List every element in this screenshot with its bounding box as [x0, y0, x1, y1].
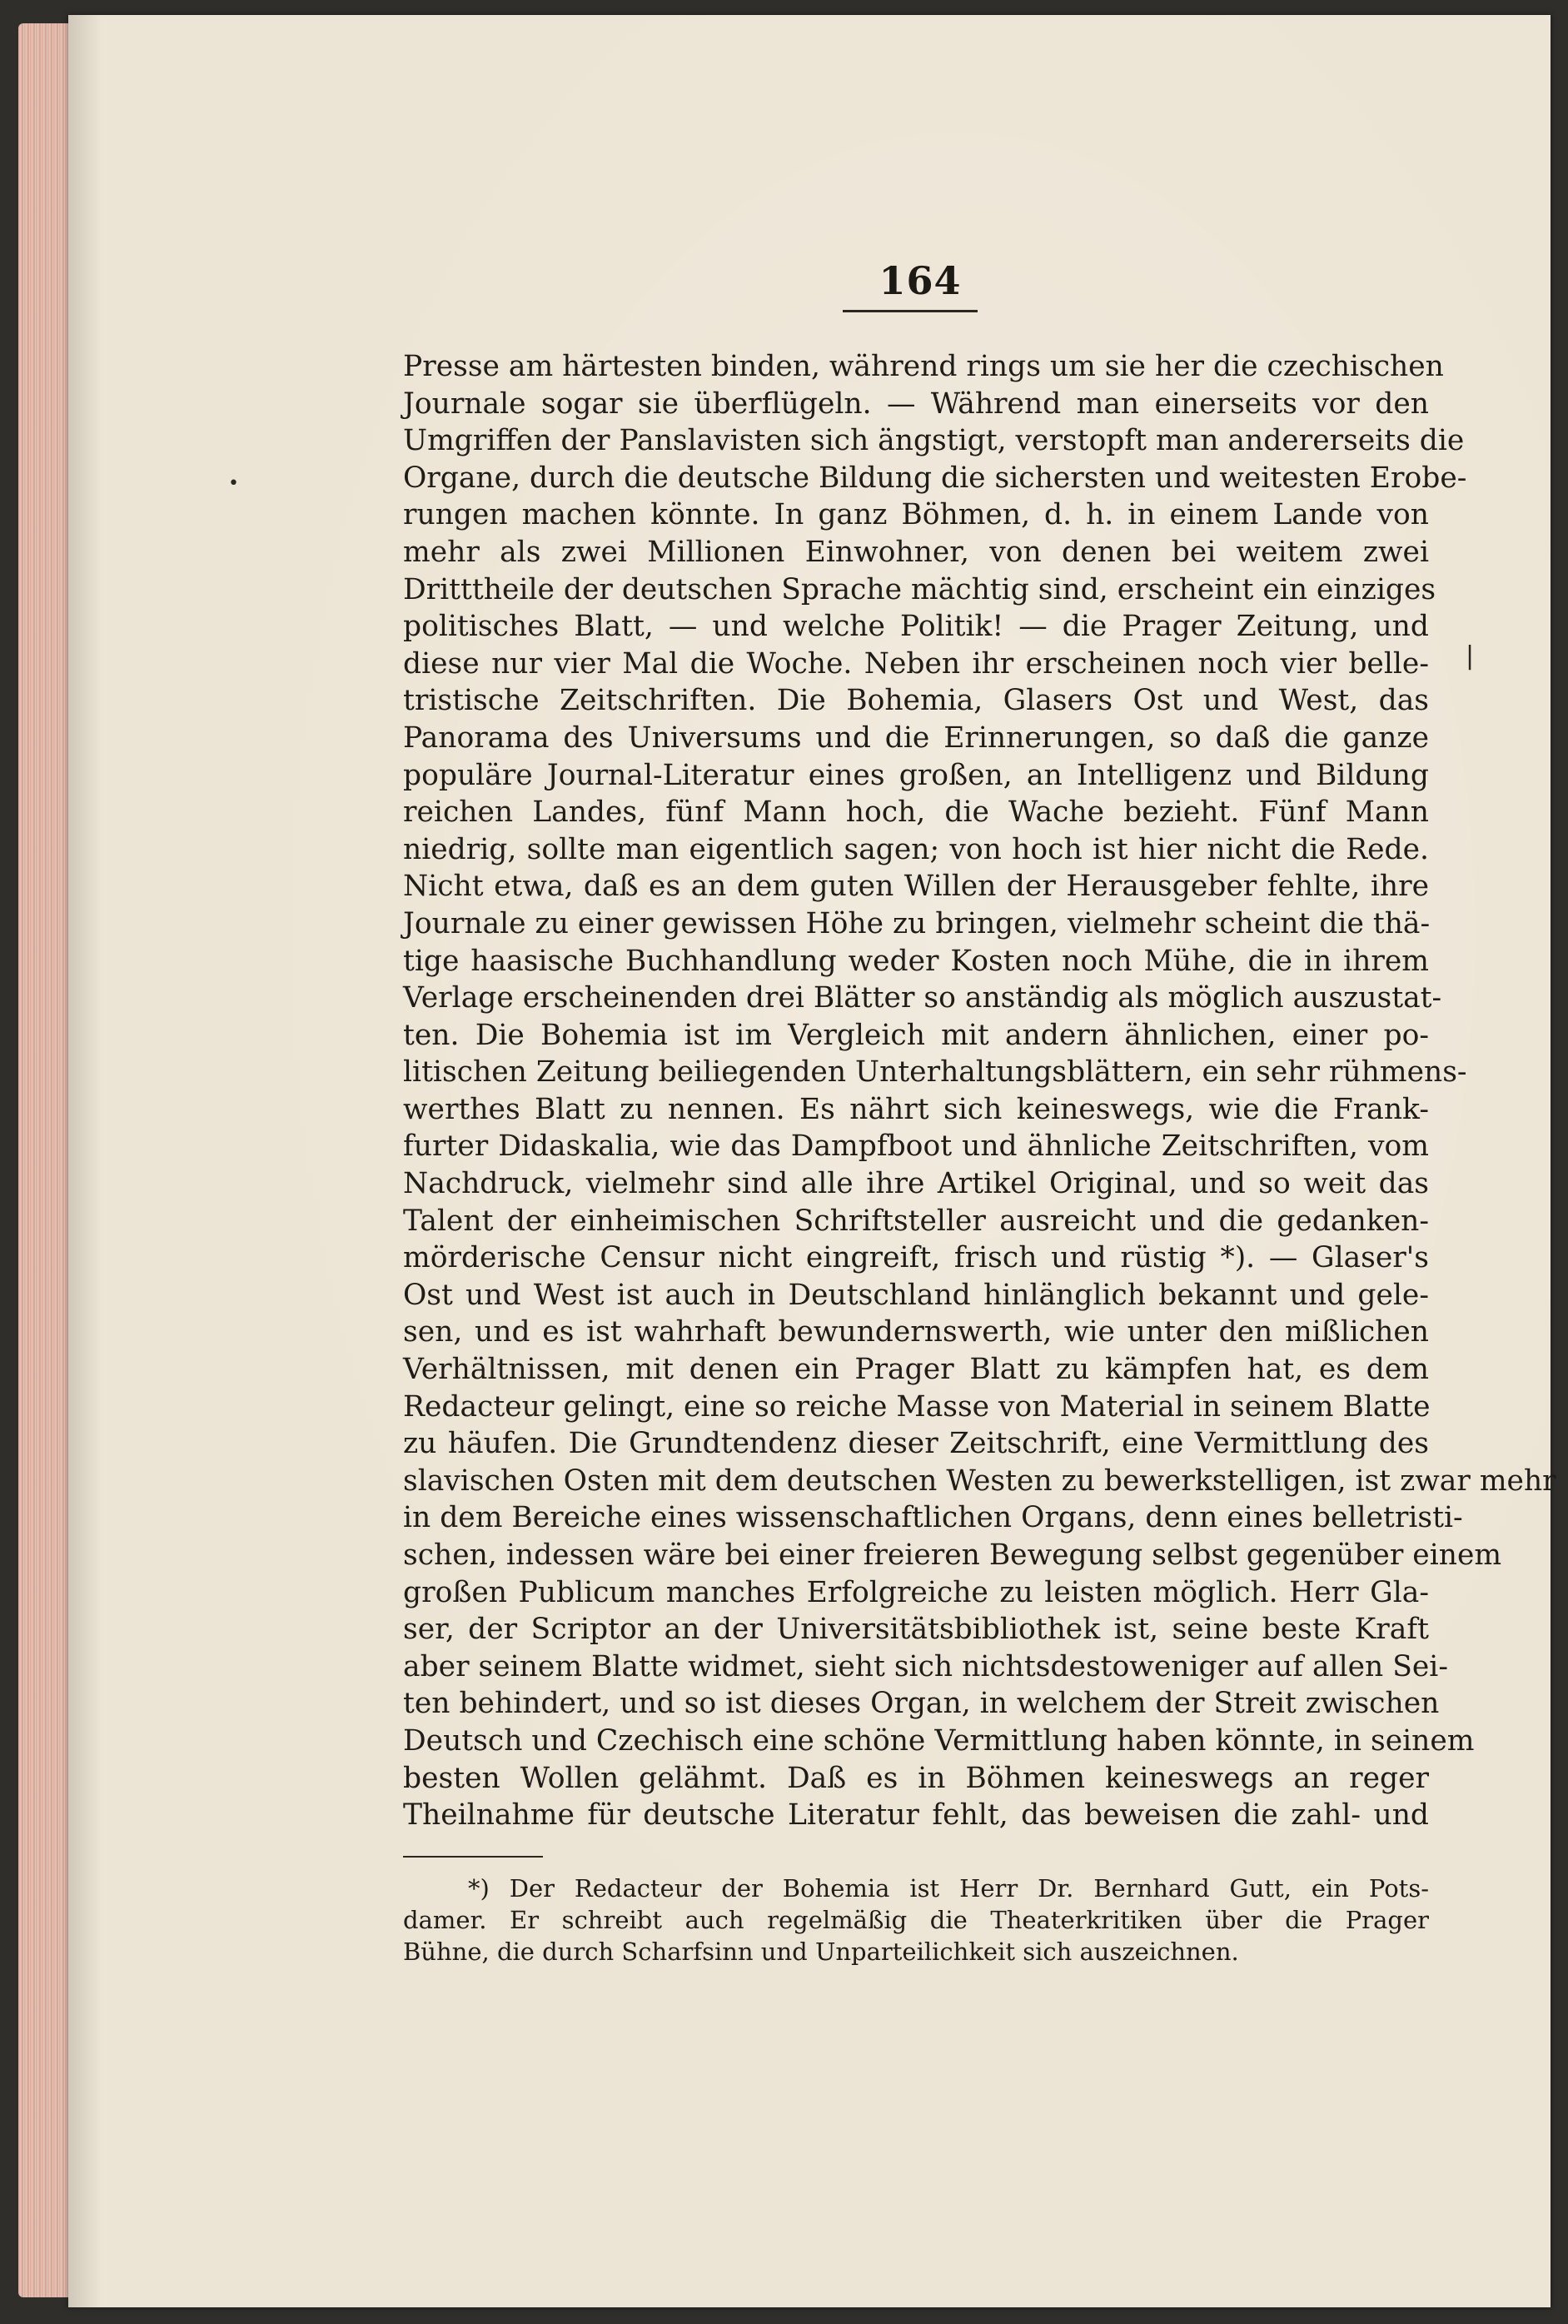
text-line: niedrig, sollte man eigentlich sagen; von hoch ist hier nicht die Rede. [403, 832, 1429, 866]
text-line: Talent der einheimischen Schriftsteller ausreicht und die gedanken- [403, 1204, 1429, 1238]
margin-tick-mark: | [1466, 641, 1475, 671]
text-line: in dem Bereiche eines wissenschaftlichen Organs, denn eines belletristi- [403, 1501, 1463, 1535]
text-line: Umgriffen der Panslavisten sich ängstigt, verstopft man andererseits die [403, 424, 1465, 458]
text-line: reichen Landes, fünf Mann hoch, die Wache bezieht. Fünf Mann [403, 795, 1429, 830]
text-line: Theilnahme für deutsche Literatur fehlt, das beweisen die zahl- und [403, 1798, 1429, 1833]
text-line: Verhältnissen, mit denen ein Prager Blatt zu kämpfen hat, es dem [403, 1353, 1429, 1387]
text-line: Verlage erscheinenden drei Blätter so anständig als möglich auszustat- [403, 981, 1442, 1015]
text-line: populäre Journal-Literatur eines großen, an Intelligenz und Bildung [403, 758, 1429, 792]
page-number: 164 [879, 258, 962, 303]
text-line: Panorama des Universums und die Erinnerungen, so daß die ganze [403, 721, 1429, 755]
text-line: großen Publicum manches Erfolgreiche zu leisten möglich. Herr Gla- [403, 1575, 1429, 1609]
page-number-rule [843, 310, 978, 312]
text-line: Journale sogar sie überflügeln. — Während man einerseits vor den [403, 387, 1429, 421]
text-line: tige haasische Buchhandlung weder Kosten noch Mühe, die in ihrem [403, 944, 1429, 978]
text-line: ten behindert, und so ist dieses Organ, in welchem der Streit zwischen [403, 1687, 1440, 1721]
text-line: Presse am härtesten binden, während rings um sie her die czechischen [403, 350, 1444, 383]
footnote-line: damer. Er schreibt auch regelmäßig die Theaterkritiken über die Prager [403, 1906, 1429, 1934]
body-text [403, 348, 1556, 1834]
text-line: Nicht etwa, daß es an dem guten Willen der Herausgeber fehlte, ihre [403, 870, 1429, 904]
margin-dot-mark: • [228, 473, 239, 494]
text-line: furter Didaskalia, wie das Dampfboot und ähnliche Zeitschriften, vom [403, 1130, 1429, 1164]
text-line: Redacteur gelingt, eine so reiche Masse von Material in seinem Blatte [403, 1389, 1431, 1424]
text-line: schen, indessen wäre bei einer freieren Bewegung selbst gegenüber einem [403, 1539, 1502, 1572]
text-line: sen, und es ist wahrhaft bewundernswerth, wie unter den mißlichen [403, 1315, 1429, 1349]
text-line: besten Wollen gelähmt. Daß es in Böhmen keineswegs an reger [403, 1761, 1429, 1795]
text-line: Deutsch und Czechisch eine schöne Vermittlung haben könnte, in seinem [403, 1723, 1475, 1758]
footnote [403, 1873, 1429, 1967]
text-line: Dritttheile der deutschen Sprache mächtig sind, erscheint ein einziges [403, 572, 1436, 606]
text-line: slavischen Osten mit dem deutschen Westen zu bewerkstelligen, ist zwar mehr [403, 1464, 1556, 1498]
text-line: tristische Zeitschriften. Die Bohemia, Glasers Ost und West, das [403, 684, 1429, 718]
text-line: werthes Blatt zu nennen. Es nährt sich keineswegs, wie die Frank- [403, 1092, 1429, 1126]
footnote-line: Bühne, die durch Scharfsinn und Unparteilichkeit sich auszeichnen. [403, 1937, 1239, 1966]
text-line: litischen Zeitung beiliegenden Unterhaltungsblättern, ein sehr rühmens- [403, 1055, 1467, 1090]
text-line: Journale zu einer gewissen Höhe zu bringen, vielmehr scheint die thä- [403, 906, 1431, 940]
text-line: ten. Die Bohemia ist im Vergleich mit andern ähnlichen, einer po- [403, 1018, 1429, 1052]
text-line: mehr als zwei Millionen Einwohner, von denen bei weitem zwei [403, 535, 1429, 569]
text-line: aber seinem Blatte widmet, sieht sich nichtsdestoweniger auf allen Sei- [403, 1649, 1448, 1683]
text-line: rungen machen könnte. In ganz Böhmen, d. h. in einem Lande von [403, 498, 1429, 532]
text-line: ser, der Scriptor an der Universitätsbibliothek ist, seine beste Kraft [403, 1613, 1429, 1647]
text-line: Organe, durch die deutsche Bildung die sichersten und weitesten Erobe- [403, 461, 1467, 495]
footnote-line: *) Der Redacteur der Bohemia ist Herr Dr. Bernhard Gutt, ein Pots- [468, 1874, 1429, 1903]
text-line: zu häufen. Die Grundtendenz dieser Zeitschrift, eine Vermittlung des [403, 1427, 1429, 1461]
text-line: diese nur vier Mal die Woche. Neben ihr erscheinen noch vier belle- [403, 646, 1429, 681]
text-line: politisches Blatt, — und welche Politik! — die Prager Zeitung, und [403, 610, 1429, 644]
text-line: Nachdruck, vielmehr sind alle ihre Artikel Original, und so weit das [403, 1167, 1429, 1201]
footnote-rule [403, 1856, 543, 1858]
text-line: Ost und West ist auch in Deutschland hinlänglich bekannt und gele- [403, 1278, 1429, 1312]
text-line: mörderische Censur nicht eingreift, frisch und rüstig *). — Glaser's [403, 1241, 1429, 1275]
